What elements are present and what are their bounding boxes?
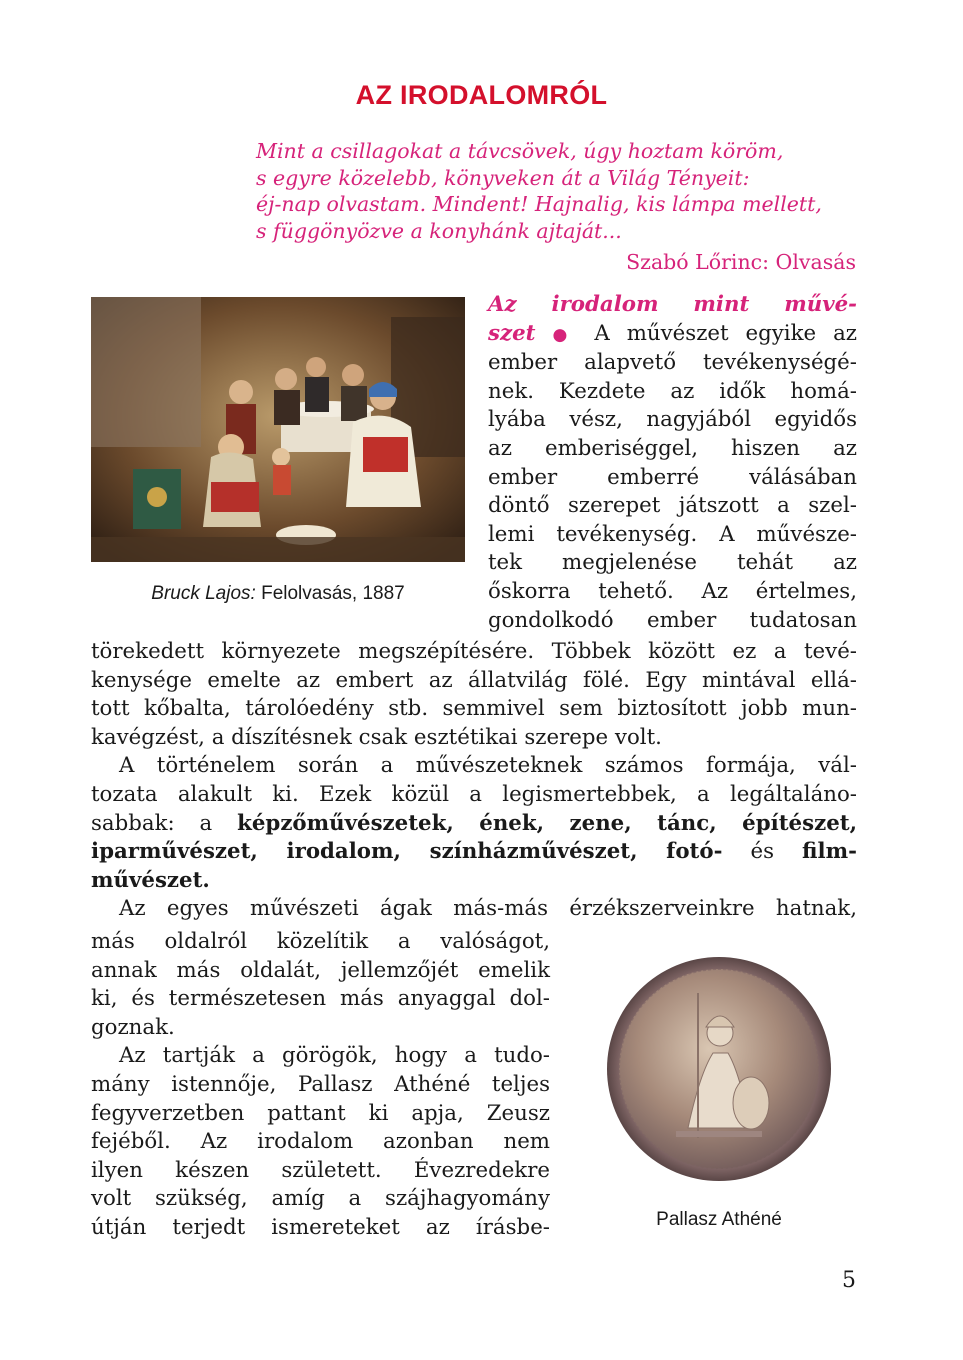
- text-line: annak más oldalát, jellemzőjét emelik: [91, 957, 550, 983]
- poem-line: éj-nap olvastam. Mindent! Hajnalig, kis lámpa mellett,: [256, 192, 822, 216]
- painting-image: [91, 297, 465, 562]
- text-line: törekedett környezete megszépítésére. Többek között ez a tevé-: [91, 639, 857, 664]
- page-number: 5: [842, 1268, 856, 1293]
- epigraph-poem: [256, 138, 822, 244]
- bullet-icon: ●: [552, 324, 578, 345]
- bold-term-list: iparművészet, irodalom, színházművészet, fotó-: [91, 839, 723, 865]
- text-line: ilyen készen született. Évezredekre: [91, 1157, 550, 1183]
- poem-line: Mint a csillagokat a távcsövek, úgy hoztam köröm,: [256, 139, 784, 163]
- text-line: tott kőbalta, tárolóedény stb. semmivel sem biztosított jobb mun-: [91, 696, 857, 722]
- text-line: fegyverzetben pattant ki apja, Zeusz: [91, 1100, 550, 1126]
- page-title: AZ IRODALOMRÓL: [355, 80, 608, 110]
- text-line: mány istennője, Pallasz Athéné teljes: [91, 1071, 550, 1097]
- caption-author: Bruck Lajos:: [151, 583, 256, 604]
- text-line: az emberiséggel, hiszen az: [488, 435, 857, 461]
- painting-caption: [91, 583, 465, 605]
- section-heading-cont: szet: [488, 320, 536, 346]
- bold-term: művészet.: [91, 867, 210, 893]
- poem-attribution: Szabó Lőrinc: Olvasás: [626, 250, 856, 274]
- text-line: Az egyes művészeti ágak más-más érzékszerveinkre hatnak,: [119, 896, 857, 922]
- text-line: őskorra tehető. Az értelmes,: [488, 578, 857, 604]
- text-line: lyába vész, nagyjából egyidős: [488, 407, 857, 433]
- text-line: és: [722, 839, 803, 865]
- text-line: ember emberré válásában: [488, 464, 857, 490]
- text-line: kenysége emelte az embert az állatvilág fölé. Egy mintával ellá-: [91, 667, 857, 693]
- text-line: döntő szerepet játszott a szel-: [488, 493, 857, 519]
- text-line: más oldalról közelítik a valóságot,: [91, 929, 550, 954]
- text-line: goznak.: [91, 1014, 175, 1040]
- text-line: útján terjedt ismereteket az írásbe-: [91, 1214, 550, 1240]
- text-line: lemi tevékenység. A művésze-: [488, 521, 857, 547]
- intro-paragraph-right-column: [488, 291, 857, 635]
- text-line: A történelem során a művészeteknek számos formája, vál-: [119, 753, 857, 779]
- bold-term-list: képzőművészetek, ének, zene, tánc, építészet,: [237, 810, 857, 836]
- text-line: ki, és természetesen más anyaggal dol-: [91, 986, 550, 1012]
- text-line: Az tartják a görögök, hogy a tudo-: [119, 1043, 550, 1069]
- text-line: ember alapvető tevékenységé-: [488, 350, 857, 376]
- text-line: tozata alakult ki. Ezek közül a legismertebbek, a legáltaláno-: [91, 781, 857, 807]
- text-line: A művészet egyike az: [577, 320, 857, 346]
- poem-line: s egyre közelebb, könyveken át a Világ Tényeit:: [256, 165, 750, 190]
- text-line: volt szükség, amíg a szájhagyomány: [91, 1186, 550, 1212]
- caption-title: Felolvasás, 1887: [255, 583, 405, 604]
- text-line: fejéből. Az irodalom azonban nem: [91, 1129, 550, 1155]
- text-line: nek. Kezdete az idők homá-: [488, 378, 857, 404]
- body-text-left-column: [91, 928, 550, 1243]
- poem-line: s függönyözve a konyhánk ajtaját...: [256, 218, 622, 243]
- body-text-full-width: [91, 638, 857, 924]
- pallas-athene-medal-image: [588, 953, 850, 1185]
- text-line: gondolkodó ember tudatosan: [488, 607, 857, 633]
- text-line: tek megjelenése tehát az: [488, 550, 857, 576]
- text-line: sabbak: a: [91, 810, 238, 836]
- text-line: kavégzést, a díszítésnek csak esztétikai szerepe volt.: [91, 724, 662, 750]
- bold-term: film-: [802, 839, 857, 865]
- medal-caption: Pallasz Athéné: [656, 1209, 782, 1230]
- section-heading: Az irodalom mint művé-: [488, 292, 857, 317]
